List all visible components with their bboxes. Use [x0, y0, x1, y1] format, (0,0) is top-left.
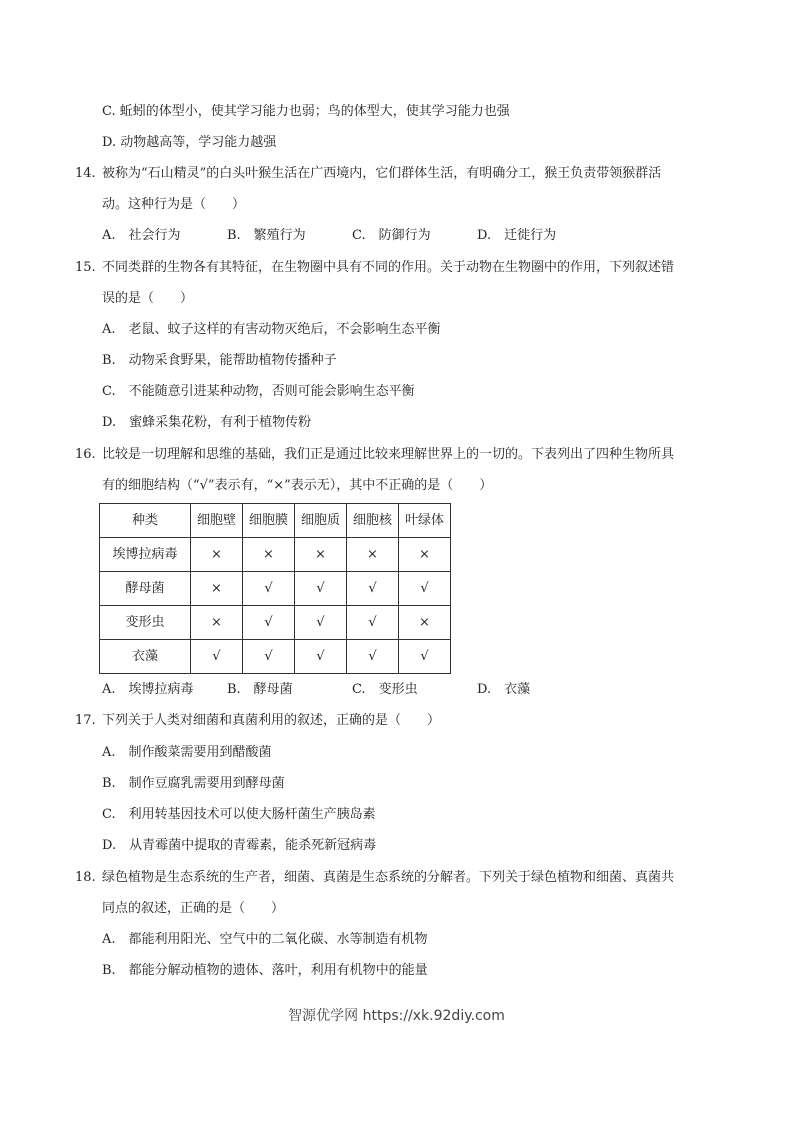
table-cell: 埃博拉病毒	[100, 538, 191, 572]
table-cell: ×	[191, 538, 243, 572]
q14-option-a: A. 社会行为	[102, 228, 181, 243]
q17-stem: 下列关于人类对细菌和真菌利用的叙述，正确的是（ ）	[102, 713, 441, 728]
header-cell-wall: 细胞壁	[191, 504, 243, 538]
q15-option-a: A. 老鼠、蚊子这样的有害动物灭绝后，不会影响生态平衡	[102, 322, 441, 337]
table-cell: √	[243, 606, 295, 640]
table-cell: 酵母菌	[100, 572, 191, 606]
table-cell: √	[295, 606, 347, 640]
q16-option-b: B. 酵母菌	[227, 682, 293, 697]
cell-structure-table	[99, 503, 451, 674]
table-cell: ×	[243, 538, 295, 572]
table-cell: √	[347, 572, 399, 606]
header-species: 种类	[100, 504, 191, 538]
table-cell: √	[347, 640, 399, 674]
q13-option-c: C. 蚯蚓的体型小，使其学习能力也弱；鸟的体型大，使其学习能力也强	[102, 104, 510, 119]
q17-number: 17.	[75, 713, 96, 728]
q16-stem-line1: 比较是一切理解和思维的基础，我们正是通过比较来理解世界上的一切的。下表列出了四种生物所具	[102, 447, 675, 462]
header-chloroplast: 叶绿体	[399, 504, 451, 538]
q16-option-c: C. 变形虫	[352, 682, 418, 697]
table-cell: √	[243, 572, 295, 606]
table-cell: ×	[191, 572, 243, 606]
table-row	[100, 606, 451, 640]
q13-option-d: D. 动物越高等，学习能力越强	[102, 135, 277, 150]
table-cell: ×	[191, 606, 243, 640]
header-cytoplasm: 细胞质	[295, 504, 347, 538]
q14-option-d: D. 迁徙行为	[477, 228, 557, 243]
table-row	[100, 572, 451, 606]
table-cell: ×	[295, 538, 347, 572]
q16-option-a: A. 埃博拉病毒	[102, 682, 194, 697]
table-cell: 衣藻	[100, 640, 191, 674]
q18-option-b: B. 都能分解动植物的遗体、落叶，利用有机物中的能量	[102, 963, 428, 978]
q15-stem-line1: 不同类群的生物各有其特征，在生物圈中具有不同的作用。关于动物在生物圈中的作用，下列叙述错	[102, 260, 675, 275]
q14-option-c: C. 防御行为	[352, 228, 431, 243]
header-cell-membrane: 细胞膜	[243, 504, 295, 538]
header-nucleus: 细胞核	[347, 504, 399, 538]
q15-option-b: B. 动物采食野果，能帮助植物传播种子	[102, 353, 337, 368]
table-cell: √	[347, 606, 399, 640]
q14-number: 14.	[75, 166, 96, 181]
q18-option-a: A. 都能利用阳光、空气中的二氧化碳、水等制造有机物	[102, 932, 428, 947]
table-cell: √	[295, 572, 347, 606]
table-cell: √	[399, 640, 451, 674]
q15-number: 15.	[75, 260, 96, 275]
table-cell: √	[295, 640, 347, 674]
table-cell: √	[191, 640, 243, 674]
table-cell: √	[399, 572, 451, 606]
table-cell: ×	[399, 606, 451, 640]
q18-stem-line2: 同点的叙述，正确的是（ ）	[102, 901, 285, 916]
q16-option-d: D. 衣藻	[477, 682, 531, 697]
q16-number: 16.	[75, 447, 96, 462]
q15-stem-line2: 误的是（ ）	[102, 291, 194, 306]
q17-option-a: A. 制作酸菜需要用到醋酸菌	[102, 745, 272, 760]
q15-option-c: C. 不能随意引进某种动物，否则可能会影响生态平衡	[102, 384, 415, 399]
q14-option-b: B. 繁殖行为	[227, 228, 306, 243]
q17-option-b: B. 制作豆腐乳需要用到酵母菌	[102, 776, 285, 791]
q17-option-c: C. 利用转基因技术可以使大肠杆菌生产胰岛素	[102, 807, 376, 822]
q16-stem-line2: 有的细胞结构（“√”表示有，“×”表示无），其中不正确的是（ ）	[102, 478, 493, 493]
q18-stem-line1: 绿色植物是生态系统的生产者，细菌、真菌是生态系统的分解者。下列关于绿色植物和细菌、真菌共	[102, 870, 675, 885]
table-cell: 变形虫	[100, 606, 191, 640]
q18-number: 18.	[75, 870, 96, 885]
table-header-row	[100, 504, 451, 538]
footer-watermark: 智源优学网 https://xk.92diy.com	[288, 1008, 505, 1024]
q17-option-d: D. 从青霉菌中提取的青霉素，能杀死新冠病毒	[102, 838, 377, 853]
table-cell: ×	[399, 538, 451, 572]
q14-stem-line1: 被称为“石山精灵”的白头叶猴生活在广西境内，它们群体生活，有明确分工，猴王负责带领猴群活	[102, 166, 662, 181]
q14-stem-line2: 动。这种行为是（ ）	[102, 197, 246, 212]
table-row	[100, 640, 451, 674]
table-cell: ×	[347, 538, 399, 572]
table-cell: √	[243, 640, 295, 674]
q15-option-d: D. 蜜蜂采集花粉，有利于植物传粉	[102, 415, 312, 430]
table-row	[100, 538, 451, 572]
